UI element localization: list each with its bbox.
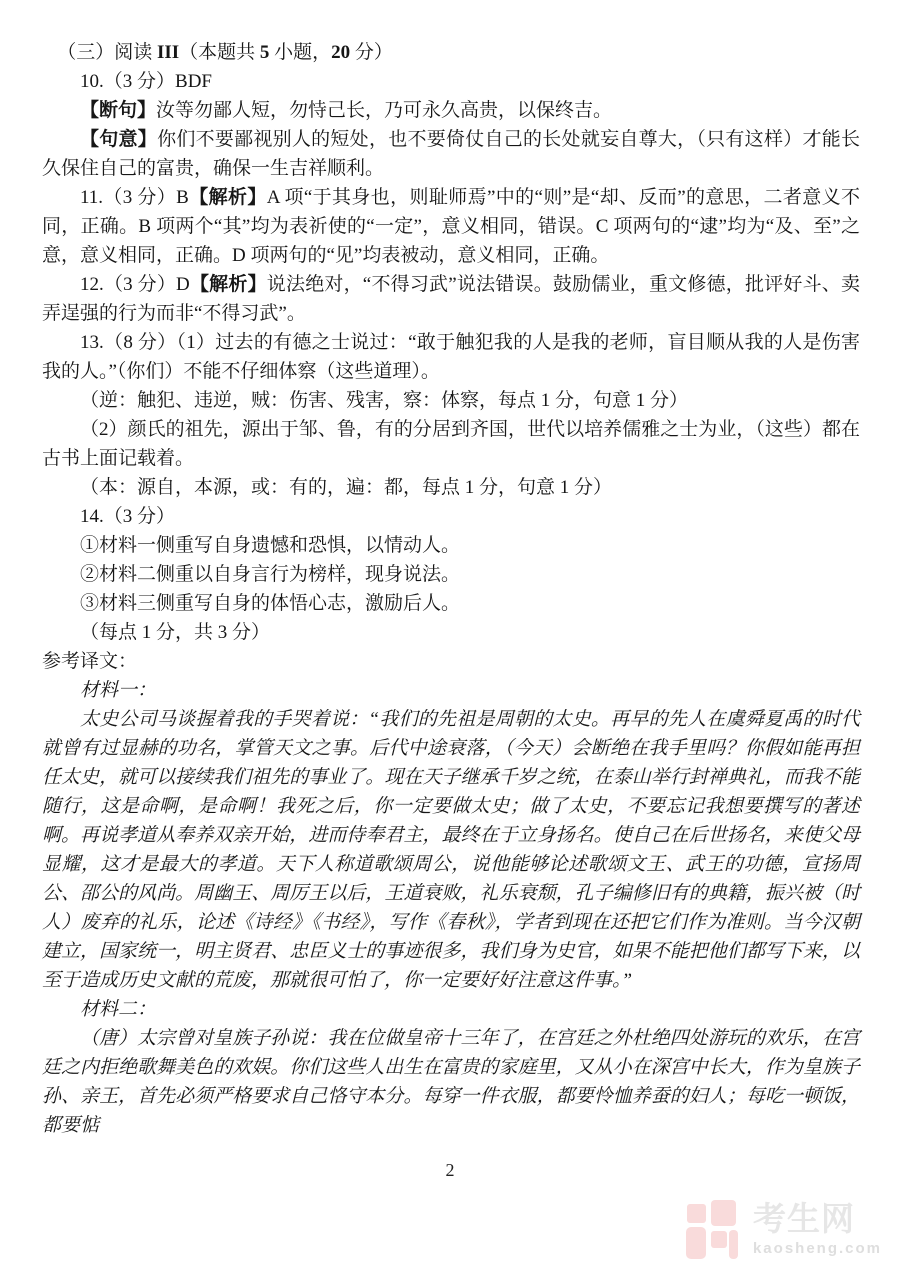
section-heading: [42, 38, 860, 67]
material-2-translation: （唐）太宗曾对皇族子孙说：我在位做皇帝十三年了，在宫廷之外杜绝四处游玩的欢乐，在宫廷之内拒绝歌舞美色的欢娱。你们这些人出生在富贵的家庭里，又从小在深宫中长大，作为皇族子孙、亲王，首先必须严格要求自己恪守本分。每穿一件衣服，都要怜恤养蚕的妇人；每吃一顿饭，都要惦: [42, 1028, 860, 1136]
q11-analysis-text: A 项“于其身也，则耻师焉”中的“则”是“却、反而”的意思，二者意义不同，正确。B 项两个“其”均为表祈使的“一定”，意义相同，错误。C 项两句的“逮”均为“及、至”之意，意义相同，正确。D 项两句的“见”均表被动，意义相同，正确。: [42, 187, 860, 266]
heading-text: 分）: [350, 42, 393, 63]
q14-note: （每点 1 分，共 3 分）: [80, 622, 271, 643]
q10-juyi: [42, 125, 860, 183]
q12-number-answer: 12.（3 分）D: [80, 274, 190, 295]
logo-block: [687, 1204, 706, 1223]
jiexi-label: 【解析】: [189, 274, 267, 295]
jiexi-label: 【解析】: [188, 187, 267, 208]
q10-number: 10.（3 分）: [80, 71, 176, 92]
duanju-label: 【断句】: [80, 100, 157, 121]
material-1-label: 材料一：: [80, 680, 157, 701]
q14-item-3: ③材料三侧重写自身的体悟心志，激励后人。: [80, 593, 461, 614]
duanju-text: 汝等勿鄙人短，勿恃己长，乃可永久高贵，以保终吉。: [156, 100, 613, 121]
material-2-label: 材料二：: [80, 999, 157, 1020]
translation-title: 参考译文：: [42, 651, 138, 672]
q14-item-2: ②材料二侧重以自身言行为榜样，现身说法。: [80, 564, 461, 585]
kaosheng-logo-icon: [685, 1200, 739, 1260]
answer-q13-part2: （2）颜氏的祖先，源出于邹、鲁，有的分居到齐国，世代以培养儒雅之士为业，（这些）都在古书上面记载着。: [42, 419, 860, 469]
answer-q10: [42, 67, 860, 96]
q11-number-answer: 11.（3 分）B: [80, 187, 189, 208]
juyi-text: 你们不要鄙视别人的短处，也不要倚仗自己的长处就妄自尊大，（只有这样）才能长久保住自己的富贵，确保一生吉祥顺利。: [42, 129, 860, 179]
q13-note1: （逆：触犯、违逆，贼：伤害、残害，察：体察，每点 1 分，句意 1 分）: [80, 390, 689, 411]
heading-text: （三）阅读: [57, 42, 157, 63]
heading-text: （本题共: [179, 42, 260, 63]
heading-text: 小题，: [269, 42, 332, 63]
answer-q13-part1: 13.（8 分）（1）过去的有德之士说过：“敢于触犯我的人是我的老师，盲目顺从我的人是伤害我的人。”（你们）不能不仔细体察（这些道理）。: [42, 332, 860, 382]
watermark-brand-text: 考生网: [752, 1200, 855, 1237]
logo-block: [711, 1200, 736, 1226]
answer-q12: [42, 270, 860, 328]
q12-analysis-text: 说法绝对，“不得习武”说法错误。鼓励儒业，重文修德，批评好斗、卖弄逞强的行为而非“不得习武”。: [42, 274, 860, 324]
answer-q11: [42, 183, 860, 270]
heading-roman-numeral: III: [156, 42, 180, 63]
logo-block: [711, 1231, 727, 1248]
watermark-domain-text: kaosheng.com: [752, 1240, 882, 1257]
logo-block: [686, 1227, 706, 1259]
logo-block: [729, 1230, 738, 1259]
heading-score: 20: [331, 42, 351, 63]
q10-answer-letters: BDF: [175, 71, 212, 92]
answer-q14-number: 14.（3 分）: [80, 506, 176, 527]
page-number: 2: [445, 1160, 455, 1180]
heading-question-count: 5: [259, 42, 270, 63]
q10-duanju: [42, 96, 860, 125]
q14-item-1: ①材料一侧重写自身遗憾和恐惧，以情动人。: [80, 535, 461, 556]
q13-note2: （本：源自，本源，或：有的，遍：都，每点 1 分，句意 1 分）: [80, 477, 613, 498]
kaosheng-watermark: [685, 1200, 882, 1260]
juyi-label: 【句意】: [80, 129, 158, 150]
watermark-text-group: [753, 1200, 882, 1258]
material-1-translation: 太史公司马谈握着我的手哭着说：“我们的先祖是周朝的太史。再早的先人在虞舜夏禹的时代就曾有过显赫的功名，掌管天文之事。后代中途衰落，（今天）会断绝在我手里吗？你假如能再担任太史，就可以接续我们祖先的事业了。现在天子继承千岁之统，在泰山举行封禅典礼，而我不能随行，这是命啊，是命啊！我死之后，你一定要做太史；做了太史，不要忘记我想要撰写的著述啊。再说孝道从奉养双亲开始，进而侍奉君主，最终在于立身扬名。使自己在后世扬名，来使父母显耀，这才是最大的孝道。天下人称道歌颂周公，说他能够论述歌颂文王、武王的功德，宣扬周公、邵公的风尚。周幽王、周厉王以后，王道衰败，礼乐衰颓，孔子编修旧有的典籍，振兴被（时人）废弃的礼乐，论述《诗经》《书经》，写作《春秋》，学者到现在还把它们作为准则。当今汉朝建立，国家统一，明主贤君、忠臣义士的事迹很多，我们身为史官，如果不能把他们都写下来，以至于造成历史文献的荒废，那就很可怕了，你一定要好好注意这件事。”: [42, 709, 860, 991]
